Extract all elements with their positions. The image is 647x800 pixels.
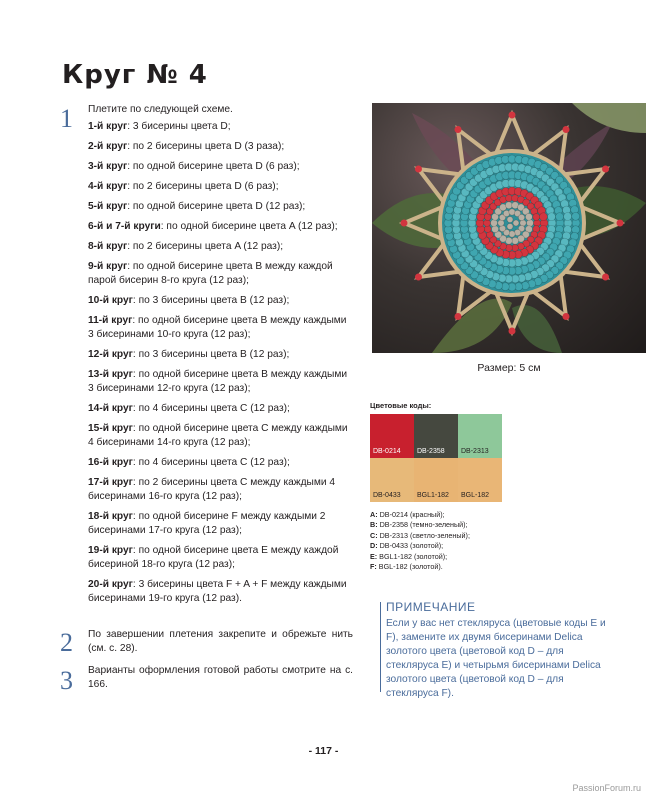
round-text: : по одной бисерине цвета B между каждыми 3 бисеринами 12-го круга (12 раз); [88, 369, 348, 394]
color-swatch-grid [370, 414, 502, 502]
bead [533, 214, 540, 221]
round-text: : по 2 бисерины цвета A (12 раз); [127, 241, 284, 252]
round-text: : 3 бисерины цвета D; [127, 121, 231, 132]
page-number: - 117 - [308, 745, 339, 757]
round-text: : по 2 бисерины цвета C между каждыми 4 бисеринами 16-го круга (12 раз); [88, 477, 336, 502]
legend-item [370, 520, 470, 530]
round-item [88, 456, 353, 470]
round-label: 6-й и 7-й круги [88, 221, 161, 232]
legend-text: DB-2358 (темно-зеленый); [377, 520, 468, 530]
rounds-list [88, 120, 353, 606]
ray-tip-bead [602, 274, 609, 281]
round-text: : по одной бисерине цвета D (6 раз); [127, 161, 300, 172]
swatch-code: DB-0433 [373, 492, 401, 499]
round-text: : по одной бисерине цвета D (12 раз); [127, 201, 306, 212]
round-label: 17-й круг [88, 477, 133, 488]
legend-item [370, 541, 470, 551]
round-item [88, 160, 353, 174]
bead [548, 213, 556, 221]
color-swatch [458, 414, 502, 458]
bead [564, 212, 572, 220]
note-heading: ПРИМЕЧАНИЕ [386, 600, 476, 614]
round-text: : по 4 бисерины цвета C (12 раз); [132, 403, 290, 414]
legend-item [370, 510, 470, 520]
bead [492, 226, 499, 233]
legend-letter: C: [370, 530, 378, 540]
bead [539, 213, 547, 221]
bead [518, 214, 524, 220]
color-swatch [370, 414, 414, 458]
note-divider [380, 602, 381, 692]
ray-tip-bead [509, 328, 516, 335]
round-label: 3-й круг [88, 161, 128, 172]
color-swatch [414, 414, 458, 458]
round-text: : по 3 бисерины цвета B (12 раз); [132, 295, 290, 306]
step-1-instructions [88, 103, 353, 612]
round-item [88, 260, 353, 288]
ray-tip-bead [401, 220, 408, 227]
page-title: Круг № 4 [62, 60, 208, 90]
round-label: 14-й круг [88, 403, 133, 414]
round-label: 15-й круг [88, 423, 133, 434]
legend-letter: E: [370, 551, 378, 561]
bead [512, 237, 519, 244]
legend-letter: F: [370, 562, 377, 572]
round-label: 16-й круг [88, 457, 133, 468]
ray-tip-bead [415, 166, 422, 173]
legend-letter: A: [370, 510, 378, 519]
bead [525, 213, 532, 220]
round-label: 12-й круг [88, 349, 133, 360]
swatch-code: DB-2358 [417, 448, 445, 455]
legend-text: DB-0214 (красный); [377, 510, 445, 519]
round-label: 11-й круг [88, 315, 133, 326]
bead [505, 202, 512, 209]
legend-text: DB-2313 (светло-зеленый); [377, 530, 470, 540]
beadwork-photo [372, 103, 646, 353]
round-item [88, 578, 353, 606]
color-swatch [458, 458, 502, 502]
round-item [88, 200, 353, 214]
color-codes-title: Цветовые коды: [370, 401, 432, 410]
legend-text: DB-0433 (золотой); [377, 541, 444, 551]
round-item [88, 510, 353, 538]
beaded-circle-image [372, 103, 646, 353]
legend-letter: D: [370, 541, 378, 551]
round-item [88, 120, 353, 134]
ray-tip-bead [602, 166, 609, 173]
round-label: 13-й круг [88, 369, 133, 380]
step-1-intro: Плетите по следующей схеме. [88, 104, 233, 115]
round-item [88, 368, 353, 396]
round-text: : по 4 бисерины цвета C (12 раз); [132, 457, 290, 468]
bugle-bead-ray [496, 115, 527, 153]
round-text: : 3 бисерины цвета F + A + F между каждыми бисеринами 19-го круга (12 раз). [88, 579, 347, 604]
round-text: : по 2 бисерины цвета D (6 раз); [127, 181, 279, 192]
color-legend [370, 510, 470, 572]
step-number-3: 3 [60, 666, 73, 695]
swatch-code: BGL-182 [461, 492, 490, 499]
round-label: 20-й круг [88, 579, 133, 590]
bead [513, 220, 519, 226]
color-swatch [370, 458, 414, 502]
round-text: : по одной бисерине цвета A (12 раз); [160, 221, 338, 232]
legend-text: BGL-182 (золотой). [376, 562, 443, 572]
legend-item [370, 552, 470, 562]
swatch-code: BGL1-182 [417, 492, 449, 499]
round-item [88, 294, 353, 308]
step-3-text: Варианты оформления готовой работы смотрите на с. 166. [88, 665, 353, 690]
color-swatch [414, 458, 458, 502]
round-text: : по одной бисерине цвета C между каждыми 4 бисеринами 14-го круга (12 раз); [88, 423, 348, 448]
round-label: 1-й круг [88, 121, 128, 132]
legend-text: BGL1-182 (золотой); [377, 551, 448, 561]
round-item [88, 220, 353, 234]
round-label: 4-й круг [88, 181, 128, 192]
round-label: 5-й круг [88, 201, 128, 212]
round-item [88, 140, 353, 154]
step-number-2: 2 [60, 628, 73, 657]
round-item [88, 348, 353, 362]
ray-tip-bead [617, 220, 624, 227]
ray-tip-bead [455, 313, 462, 320]
round-label: 10-й круг [88, 295, 133, 306]
round-item [88, 314, 353, 342]
round-item [88, 402, 353, 416]
round-item [88, 476, 353, 504]
bead [491, 220, 498, 227]
step-2-text: По завершении плетения закрепите и обрежьте нить (см. с. 28). [88, 629, 353, 654]
step-number-1: 1 [60, 104, 73, 133]
round-text: : по 3 бисерины цвета B (12 раз); [132, 349, 290, 360]
watermark: PassionForum.ru [572, 783, 641, 793]
bead [527, 220, 534, 227]
bead [556, 213, 564, 221]
bead [507, 217, 513, 223]
bead [507, 223, 513, 229]
round-item [88, 240, 353, 254]
round-text: : по 2 бисерины цвета D (3 раза); [127, 141, 285, 152]
round-item [88, 180, 353, 194]
round-label: 18-й круг [88, 511, 133, 522]
round-text: : по одной бисерине цвета E между каждой бисериной 18-го круга (12 раз); [88, 545, 339, 570]
round-item [88, 544, 353, 572]
round-label: 8-й круг [88, 241, 128, 252]
ray-tip-bead [563, 313, 570, 320]
legend-item [370, 562, 470, 572]
ray-tip-bead [455, 126, 462, 133]
round-text: : по одной бисерине цвета B между каждыми 3 бисеринами 10-го круга (12 раз); [88, 315, 347, 340]
bead [572, 212, 580, 220]
round-text: : по одной бисерине цвета B между каждой парой бисерин 8-го круга (12 раз); [88, 261, 333, 286]
note-text: Если у вас нет стекляруса (цветовые коды E и F), замените их двумя бисеринами Delica золотого цвета (цветовой код D – для стеклярусa E) и четырьмя бисеринами Delica золотого цвета (цветовой код D – для стеклярусa F). [386, 618, 606, 699]
legend-letter: B: [370, 520, 378, 530]
round-label: 19-й круг [88, 545, 133, 556]
ray-tip-bead [415, 274, 422, 281]
swatch-code: DB-2313 [461, 448, 489, 455]
swatch-code: DB-0214 [373, 448, 401, 455]
round-label: 2-й круг [88, 141, 128, 152]
round-item [88, 422, 353, 450]
ray-tip-bead [563, 126, 570, 133]
round-text: : по одной бисерине F между каждыми 2 бисеринами 17-го круга (12 раз); [88, 511, 326, 536]
size-caption: Размер: 5 см [477, 362, 541, 374]
ray-tip-bead [509, 112, 516, 119]
legend-item [370, 531, 470, 541]
round-label: 9-й круг [88, 261, 128, 272]
